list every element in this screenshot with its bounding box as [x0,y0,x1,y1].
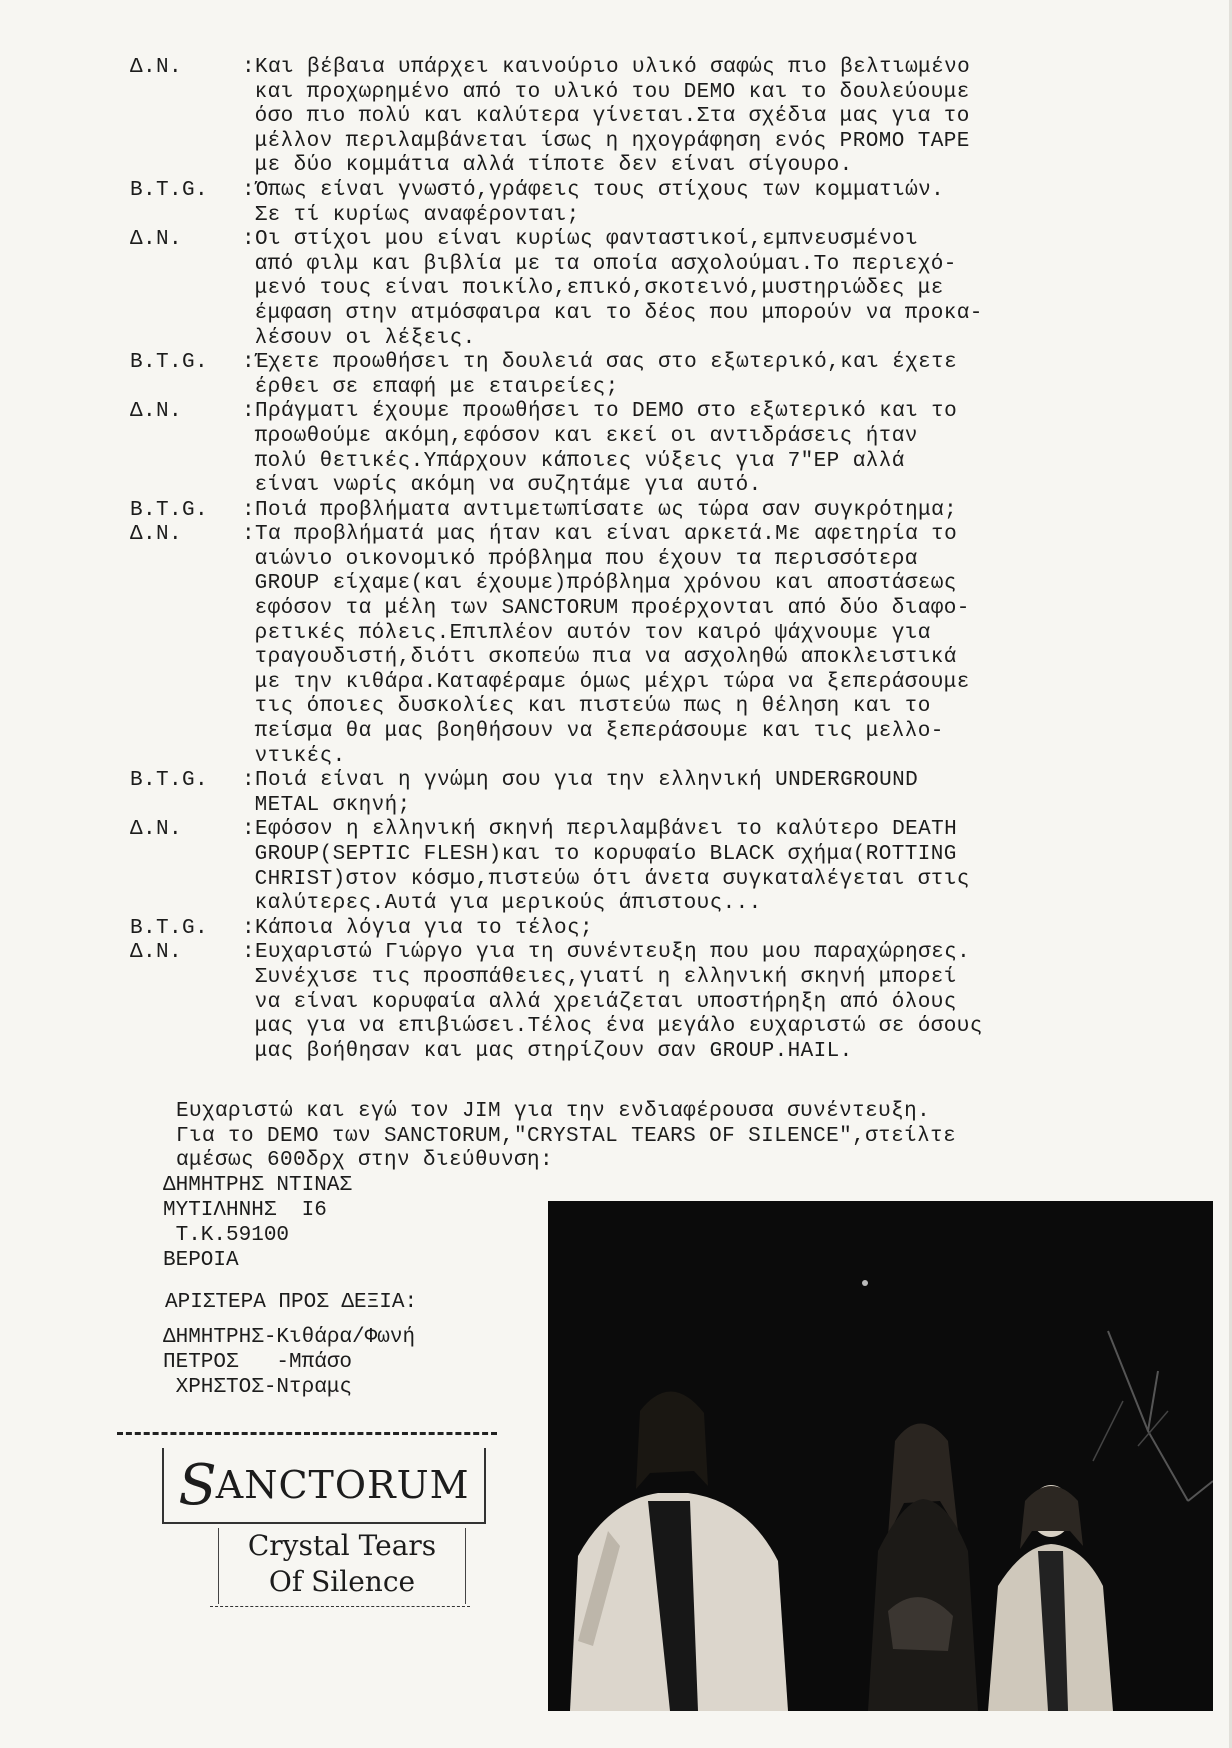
speaker-text [242,179,1130,228]
outro-paragraph [176,1100,956,1174]
speaker-label: Δ.Ν. [130,400,183,424]
outro-line: Για το DEMO των SANCTORUM,"CRYSTAL TEARS OF SILENCE",στείλτε [176,1124,957,1148]
text-line: :Οι στίχοι μου είναι κυρίως φανταστικοί,εμπνευσμένοι [242,228,919,252]
text-line: :Πράγματι έχουμε προωθήσει το DEMO στο εξωτερικό και το [242,400,958,424]
speaker-text [242,400,1130,498]
text-line: λέσουν οι λέξεις. [254,326,476,350]
demo-title-underline [210,1606,470,1607]
text-line: είναι νωρίς ακόμη να συζητάμε για αυτό. [254,474,762,498]
interview-entry [130,769,1130,818]
text-line: GROUP είχαμε(και έχουμε)πρόβλημα χρόνου και αποστάσεως [254,572,957,596]
speaker-text [242,941,1130,1064]
interview-entry [130,179,1130,228]
speaker-label: Δ.Ν. [130,941,183,965]
address-line: Τ.Κ.59100 [163,1224,290,1247]
text-line: τραγουδιστή,διότι σκοπεύω πια να ασχοληθώ αποκλειστικά [254,646,957,670]
dashed-divider [117,1432,497,1435]
interview-entry [130,523,1130,769]
address-line: ΔΗΜΗΤΡΗΣ ΝΤΙΝΑΣ [163,1174,353,1197]
speaker-text [242,228,1130,351]
text-line: να είναι κορυφαία αλλά χρειάζεται υποστήρηξη από όλους [254,990,957,1014]
text-line: METAL σκηνή; [254,793,411,817]
text-line: Σε τί κυρίως αναφέρονται; [254,203,580,227]
interview-entry [130,818,1130,916]
speaker-label: B.T.G. [130,769,209,793]
speaker-text [242,351,1130,400]
outro-line: Ευχαριστώ και εγώ τον JIM για την ενδιαφέρουσα συνέντευξη. [176,1100,931,1123]
text-line: :Έχετε προωθήσει τη δουλειά σας στο εξωτερικό,και έχετε [242,351,958,375]
lineup-member: ΔΗΜΗΤΡΗΣ-Κιθάρα/Φωνή [163,1326,416,1349]
speaker-label: B.T.G. [130,498,209,522]
text-line: από φιλμ και βιβλία με τα οποία ασχολούμαι.Το περιεχό- [254,252,957,276]
demo-title-box [218,1528,466,1604]
speaker-text [242,917,1130,942]
text-line: :Ποιά προβλήματα αντιμετωπίσατε ως τώρα σαν συγκρότημα; [242,498,958,522]
outro-line: αμέσως 600δρχ στην διεύθυνση: [176,1149,554,1173]
text-line: και προχωρημένο από το υλικό του DEMO και το δουλεύουμε [254,80,970,104]
lineup-title: ΑΡΙΣΤΕΡΑ ΠΡΟΣ ΔΕΞΙΑ: [165,1291,418,1314]
text-line: τις όποιες δυσκολίες και πιστεύω πως η θέληση και το [254,695,931,719]
text-line: μέλλον περιλαμβάνεται ίσως η ηχογράφηση ενός PROMO TAPE [254,129,970,153]
speaker-text [242,818,1130,916]
text-line: έρθει σε επαφή με εταιρείες; [254,375,619,399]
band-photo-image [548,1201,1213,1711]
address-line: ΜΥΤΙΛΗΝΗΣ I6 [163,1199,327,1222]
band-lineup [163,1325,415,1400]
text-line: με την κιθάρα.Καταφέραμε όμως μέχρι τώρα να ξεπεράσουμε [254,670,970,694]
speaker-label: Δ.Ν. [130,523,183,547]
speaker-label: B.T.G. [130,351,209,375]
text-line: Συνέχισε τις προσπάθειες,γιατί η ελληνική σκηνή μπορεί [254,965,957,989]
text-line: :Όπως είναι γνωστό,γράφεις τους στίχους των κομματιών. [242,178,945,202]
speaker-label: Δ.Ν. [130,56,183,79]
logo-rest: ANCTORUM [215,1463,470,1507]
interview-entry [130,941,1130,1064]
band-photo [548,1201,1213,1711]
text-line: CHRIST)στον κόσμο,πιστεύω ότι άνετα συγκαταλέγεται στις [254,867,970,891]
interview-entry [130,56,1130,179]
speaker-label: B.T.G. [130,916,209,940]
text-line: :Ευχαριστώ Γιώργο για τη συνέντευξη που μου παραχώρησες. [242,941,971,965]
text-line: πείσμα θα μας βοηθήσουν να ξεπεράσουμε και τις μελλο- [254,720,944,744]
interview-entry [130,400,1130,498]
contact-address [163,1173,352,1273]
lineup-member: ΧΡΗΣΤΟΣ-Ντραμς [163,1376,353,1399]
text-line: ρετικές πόλεις.Επιπλέον αυτόν τον καιρό ψάχνουμε για [254,621,931,645]
interview-entry [130,917,1130,942]
interview-entry [130,228,1130,351]
text-line: :Ποιά είναι η γνώμη σου για την ελληνική UNDERGROUND [242,769,919,793]
text-line: με δύο κομμάτια αλλά τίποτε δεν είναι σίγουρο. [254,154,853,178]
speaker-label: Δ.Ν. [130,818,183,842]
interview-entry [130,499,1130,524]
text-line: μας για να επιβιώσει.Τέλος ένα μεγάλο ευχαριστώ σε όσους [254,1015,983,1039]
text-line: εφόσον τα μέλη των SANCTORUM προέρχονται από δύο διαφο- [254,597,970,621]
speaker-text [242,56,1130,179]
address-line: ΒΕΡΟΙΑ [163,1249,239,1272]
text-line: όσο πιο πολύ και καλύτερα γίνεται.Στα σχέδια μας για το [254,105,970,129]
text-line: αιώνιο οικονομικό πρόβλημα που έχουν τα περισσότερα [254,547,918,571]
interview-text [130,56,1130,1064]
speaker-text [242,499,1130,524]
band-logo [162,1448,486,1524]
demo-title-line: Crystal Tears [247,1529,437,1562]
speaker-text [242,769,1130,818]
text-line: ντικές. [254,744,346,768]
text-line: πολύ θετικές.Υπάρχουν κάποιες νύξεις για 7"EP αλλά [254,449,905,473]
text-line: :Κάποια λόγια για το τέλος; [242,916,594,940]
text-line: :Εφόσον η ελληνική σκηνή περιλαμβάνει το καλύτερο DEATH [242,818,958,842]
lineup-member: ΠΕΤΡΟΣ -Μπάσο [163,1351,353,1374]
demo-title-line: Of Silence [268,1565,416,1598]
text-line: :Τα προβλήματά μας ήταν και είναι αρκετά.Με αφετηρία το [242,523,958,547]
text-line: μενό τους είναι ποικίλο,επικό,σκοτεινό,μυστηριώδες με [254,277,944,301]
speaker-text [242,523,1130,769]
text-line: μας βοήθησαν και μας στηρίζουν σαν GROUP.HAIL. [254,1039,853,1063]
text-line: έμφαση στην ατμόσφαιρα και το δέος που μπορούν να προκα- [254,301,983,325]
speaker-label: Δ.Ν. [130,228,183,252]
interview-entry [130,351,1130,400]
text-line: GROUP(SEPTIC FLESH)και το κορυφαίο BLACK σχήμα(ROTTING [254,843,957,866]
text-line: :Και βέβαια υπάρχει καινούριο υλικό σαφώς πιο βελτιωμένο [242,56,971,79]
speaker-label: B.T.G. [130,178,209,202]
text-line: προωθούμε ακόμη,εφόσον και εκεί οι αντιδράσεις ήταν [254,424,918,448]
logo-initial: S [178,1452,218,1518]
text-line: καλύτερες.Αυτά για μερικούς άπιστους... [254,892,762,916]
